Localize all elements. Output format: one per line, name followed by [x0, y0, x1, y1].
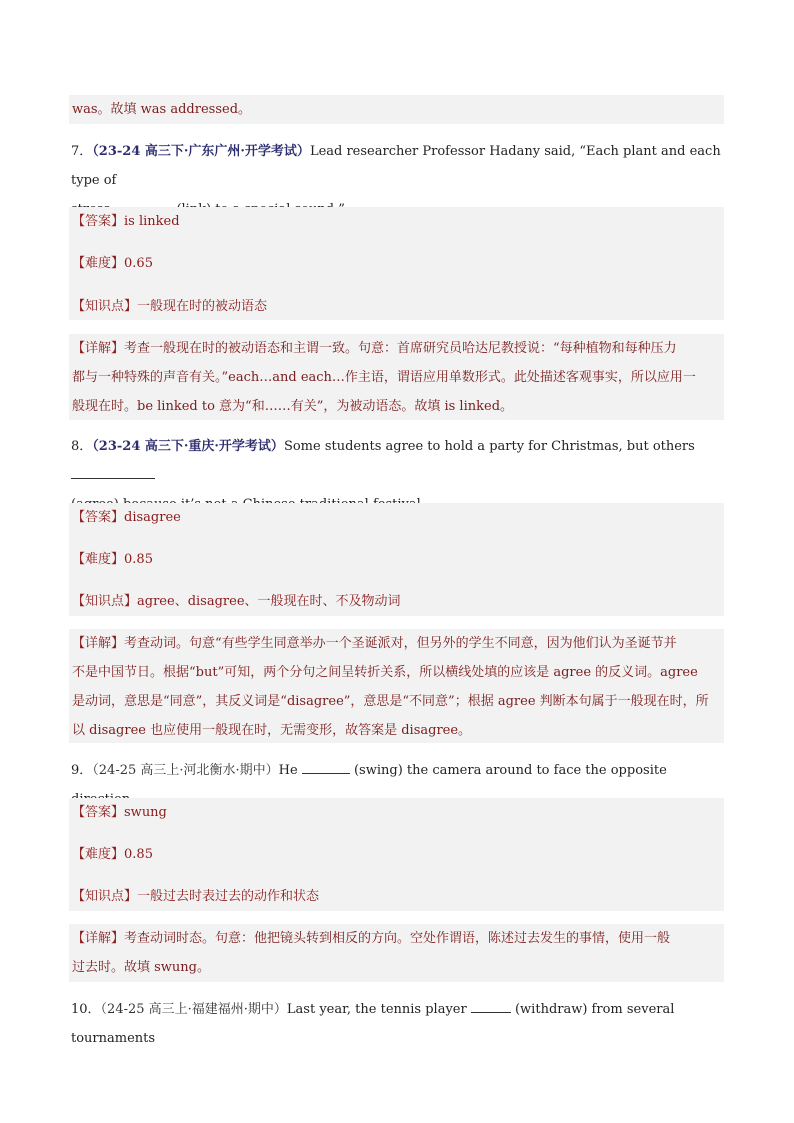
difficulty-value: 0.85 [124, 552, 153, 567]
difficulty-value: 0.85 [124, 847, 153, 862]
detail-text: 都与一种特殊的声音有关。”each…and each…作主语，谓语应用单数形式。此处描述客观事实，所以应用一 [72, 370, 696, 385]
difficulty-tag: 【难度】 [72, 256, 125, 271]
knowledge-tag: 【知识点】 [72, 299, 138, 314]
answer-value: is linked [124, 214, 180, 229]
question-number: 7． [71, 144, 93, 159]
question-number: 10． [71, 1002, 101, 1017]
difficulty-row [69, 827, 724, 882]
knowledge-tag: 【知识点】 [72, 594, 138, 609]
knowledge-tag: 【知识点】 [72, 889, 138, 904]
answer-blank [471, 998, 511, 1013]
detail-tag: 【详解】 [72, 931, 125, 946]
question-source: （23-24 高三下·广东广州·开学考试） [92, 144, 310, 159]
knowledge-row [69, 882, 724, 911]
question-text: Lead researcher Professor Hadany said, “Each plant and each type of [71, 144, 721, 188]
answer-tag: 【答案】 [72, 214, 125, 229]
detail-tag: 【详解】 [72, 636, 125, 651]
question-text: Last year, the tennis player [286, 1002, 467, 1017]
detail-text: 般现在时。be linked to 意为“和……有关”，为被动语态。故填 is linked。 [72, 399, 514, 414]
question-10 [71, 995, 726, 1053]
answer-tag: 【答案】 [72, 510, 125, 525]
fragment-text: was。故填 was addressed。 [72, 102, 252, 117]
answer-row [69, 207, 724, 236]
question-8-line-1 [71, 432, 726, 490]
knowledge-row [69, 587, 724, 616]
question-text: Some students agree to hold a party for Christmas, but others [283, 439, 695, 454]
detail-block [69, 924, 724, 982]
answer-value: swung [124, 805, 167, 820]
answer-row [69, 503, 724, 532]
knowledge-value: agree、disagree、一般现在时、不及物动词 [137, 594, 401, 609]
previous-detail-fragment [69, 95, 724, 124]
question-text: (swing) the camera around to face the opposite [353, 763, 667, 778]
difficulty-value: 0.65 [124, 256, 153, 271]
question-text: (withdraw) from several tournaments [71, 1002, 675, 1046]
question-7-line-1 [71, 137, 726, 195]
detail-tag: 【详解】 [72, 341, 125, 356]
detail-text: 不是中国节日。根据“but”可知，两个分句之间呈转折关系，所以横线处填的应该是 agree 的反义词。agree [72, 665, 698, 680]
answer-tag: 【答案】 [72, 805, 125, 820]
difficulty-row [69, 532, 724, 587]
detail-block [69, 334, 724, 420]
knowledge-row [69, 292, 724, 320]
detail-block [69, 629, 724, 743]
knowledge-value: 一般过去时表过去的动作和状态 [137, 889, 320, 904]
difficulty-tag: 【难度】 [72, 847, 125, 862]
detail-text: 考查动词时态。句意：他把镜头转到相反的方向。空处作谓语，陈述过去发生的事情，使用一般 [124, 931, 671, 946]
difficulty-row [69, 236, 724, 292]
detail-text: 考查一般现在时的被动语态和主谓一致。句意：首席研究员哈达尼教授说：“每种植物和每种压力 [124, 341, 677, 356]
difficulty-tag: 【难度】 [72, 552, 125, 567]
detail-text: 过去时。故填 swung。 [72, 960, 210, 975]
detail-text: 是动词，意思是“同意”，其反义词是“disagree”，意思是“不同意”；根据 agree 判断本句属于一般现在时，所 [72, 694, 709, 709]
question-source: （23-24 高三下·重庆·开学考试） [92, 439, 284, 454]
knowledge-value: 一般现在时的被动语态 [137, 299, 268, 314]
question-text: He [278, 763, 298, 778]
question-source: （24-25 高三上·福建福州·期中） [100, 1002, 287, 1017]
answer-row [69, 798, 724, 827]
question-number: 9． [71, 763, 93, 778]
question-number: 8． [71, 439, 93, 454]
detail-text: 考查动词。句意“有些学生同意举办一个圣诞派对，但另外的学生不同意，因为他们认为圣诞节并 [124, 636, 677, 651]
question-source: （24-25 高三上·河北衡水·期中） [92, 763, 279, 778]
answer-blank [302, 759, 350, 774]
detail-text: 以 disagree 也应使用一般现在时，无需变形，故答案是 disagree。 [72, 723, 472, 738]
answer-value: disagree [124, 510, 181, 525]
answer-blank [71, 464, 155, 479]
